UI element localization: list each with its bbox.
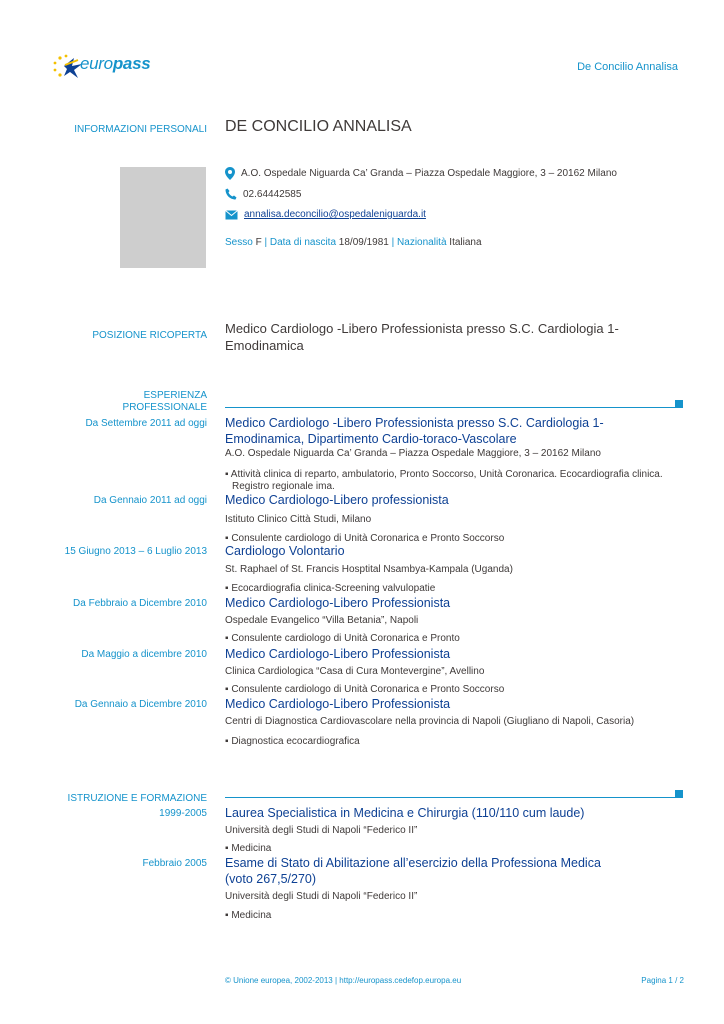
full-name: DE CONCILIO ANNALISA (225, 118, 412, 135)
section-divider (225, 797, 676, 798)
europass-logo (52, 52, 152, 80)
photo-placeholder (120, 167, 206, 268)
job-title: Medico Cardiologo -Libero Professionista presso S.C. Cardiologia 1- Emodinamica, Dipartimento Cardio-toraco-Vascolare (225, 416, 604, 446)
education-org: Università degli Studi di Napoli “Federico II” (225, 825, 418, 836)
job-employer: St. Raphael of St. Francis Hosptital Nsambya-Kampala (Uganda) (225, 564, 513, 575)
job-employer: Centri di Diagnostica Cardiovascolare nella provincia di Napoli (Giugliano di Napoli, Casoria) (225, 716, 635, 727)
position-title (225, 320, 665, 354)
job-date: Da Settembre 2011 ad oggi (85, 418, 207, 429)
job-description: ▪ Consulente cardiologo di Unità Coronarica e Pronto Soccorso (225, 684, 505, 695)
education-date: 1999-2005 (159, 808, 207, 819)
education-subject: ▪ Medicina (225, 843, 272, 854)
page-number: Pagina 1 / 2 (641, 976, 684, 985)
job-description: ▪ Ecocardiografia clinica-Screening valvulopatie (225, 583, 436, 594)
section-label-education: ISTRUZIONE E FORMAZIONE (67, 793, 207, 804)
location-pin-icon (225, 167, 235, 180)
email-row (225, 209, 426, 220)
sex-value: F (255, 237, 262, 248)
personal-details (225, 237, 482, 248)
header-name: De Concilio Annalisa (577, 61, 678, 73)
separator: | (391, 237, 395, 248)
section-label-experience: ESPERIENZA PROFESSIONALE (122, 390, 207, 413)
phone-row (225, 188, 301, 200)
birth-label: Data di nascita (269, 237, 337, 248)
education-date: Febbraio 2005 (142, 858, 207, 869)
job-date: Da Febbraio a Dicembre 2010 (73, 598, 207, 609)
email-icon (225, 210, 238, 220)
education-title: Laurea Specialistica in Medicina e Chirurgia (110/110 cum laude) (225, 806, 585, 820)
section-divider-square (675, 400, 683, 408)
job-description: ▪ Diagnostica ecocardiografica (225, 736, 360, 747)
separator: | (264, 237, 268, 248)
job-date: Da Gennaio 2011 ad oggi (93, 495, 207, 506)
section-divider (225, 407, 676, 408)
sex-label: Sesso (225, 237, 253, 248)
job-description: ▪ Consulente cardiologo di Unità Coronarica e Pronto Soccorso (225, 533, 505, 544)
job-date: 15 Giugno 2013 – 6 Luglio 2013 (64, 546, 207, 557)
job-employer: Istituto Clinico Città Studi, Milano (225, 514, 372, 525)
section-label-personal: INFORMAZIONI PERSONALI (74, 124, 207, 135)
education-title: Esame di Stato di Abilitazione all’esercizio della Professiona Medica (voto 267,5/270) (225, 856, 601, 886)
nationality-value: Italiana (449, 237, 482, 248)
address-text: A.O. Ospedale Niguarda Ca’ Granda – Piazza Ospedale Maggiore, 3 – 20162 Milano (241, 168, 617, 179)
job-description: ▪ Consulente cardiologo di Unità Coronarica e Pronto (225, 633, 460, 644)
logo-text-pass: pass (112, 54, 151, 73)
job-description: ▪ Attività clinica di reparto, ambulatorio, Pronto Soccorso, Unità Coronarica. Ecocardiografia clinica. Registro regionale ima. (225, 469, 663, 492)
job-title: Medico Cardiologo-Libero Professionista (225, 647, 451, 661)
phone-icon (225, 188, 237, 200)
position-line-1: Medico Cardiologo -Libero Professionista presso S.C. Cardiologia 1- (225, 321, 619, 336)
job-title: Medico Cardiologo-Libero Professionista (225, 596, 451, 610)
email-link[interactable]: annalisa.deconcilio@ospedaleniguarda.it (244, 209, 426, 220)
job-title: Cardiologo Volontario (225, 544, 345, 558)
phone-text: 02.64442585 (243, 188, 302, 200)
job-date: Da Gennaio a Dicembre 2010 (74, 699, 207, 710)
footer-copyright: © Unione europea, 2002-2013 | http://europass.cedefop.europa.eu (225, 976, 462, 985)
position-line-2: Emodinamica (225, 338, 304, 353)
job-employer: Ospedale Evangelico “Villa Betania”, Napoli (225, 615, 419, 626)
job-date: Da Maggio a dicembre 2010 (81, 649, 207, 660)
education-subject: ▪ Medicina (225, 910, 272, 921)
birth-value: 18/09/1981 (338, 237, 389, 248)
section-divider-square (675, 790, 683, 798)
job-title: Medico Cardiologo-Libero professionista (225, 493, 449, 507)
nationality-label: Nazionalità (397, 237, 447, 248)
section-label-position: POSIZIONE RICOPERTA (92, 330, 207, 341)
logo-text-euro: euro (80, 54, 113, 73)
job-employer: A.O. Ospedale Niguarda Ca’ Granda – Piazza Ospedale Maggiore, 3 – 20162 Milano (225, 448, 601, 459)
address-row (225, 167, 617, 180)
education-org: Università degli Studi di Napoli “Federico II” (225, 891, 418, 902)
job-title: Medico Cardiologo-Libero Professionista (225, 697, 451, 711)
job-employer: Clinica Cardiologica “Casa di Cura Montevergine”, Avellino (225, 666, 485, 677)
